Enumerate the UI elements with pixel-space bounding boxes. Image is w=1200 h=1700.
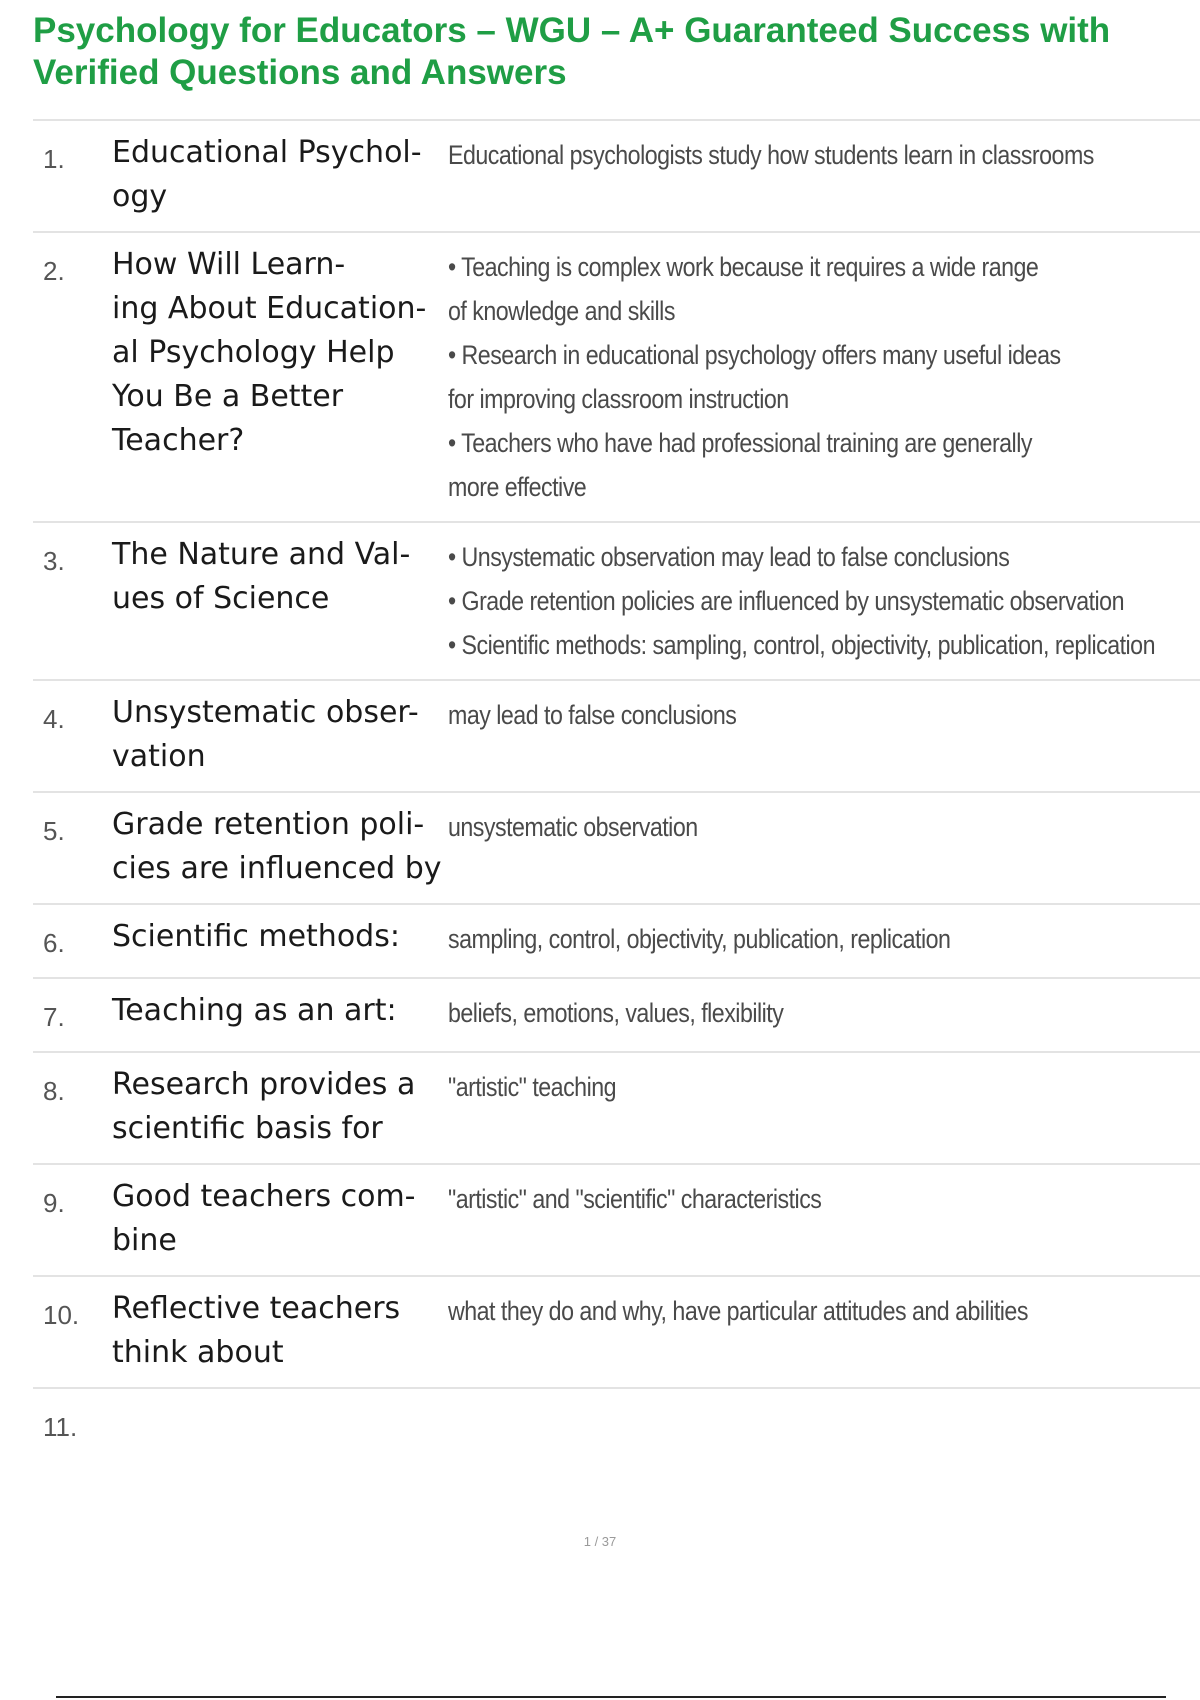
item-definition	[448, 691, 1095, 737]
item-definition	[448, 915, 1095, 961]
definition-line: • Teachers who have had professional training are generally	[448, 428, 1032, 458]
table-row	[33, 979, 1200, 1053]
table-row	[33, 1053, 1200, 1165]
table-row	[33, 233, 1200, 523]
item-definition	[448, 803, 1095, 849]
item-definition	[448, 243, 1095, 509]
table-row	[33, 1277, 1200, 1389]
item-term: Scientific methods:	[112, 919, 400, 954]
table-row	[33, 681, 1200, 793]
definition-line: of knowledge and skills	[448, 296, 675, 326]
qa-table	[33, 119, 1200, 1461]
definition-line: • Scientific methods: sampling, control, objectivity, publication, replication	[448, 630, 1155, 660]
item-definition	[448, 1399, 1095, 1401]
item-definition	[448, 131, 1095, 177]
document-title: Psychology for Educators – WGU – A+ Guaranteed Success with Verified Questions and Answers	[33, 11, 1111, 92]
item-term: Unsystematic obser- vation	[112, 695, 419, 774]
item-definition	[448, 1287, 1095, 1333]
definition-line: • Unsystematic observation may lead to false conclusions	[448, 542, 1010, 572]
bottom-rule	[56, 1696, 1166, 1698]
item-definition	[448, 1175, 1095, 1221]
definition-line: "artistic" and "scientific" characteristics	[448, 1184, 822, 1214]
table-row	[33, 1389, 1200, 1461]
page-number: 1 / 37	[583, 1534, 617, 1549]
table-row	[33, 1165, 1200, 1277]
item-term: Educational Psychol- ogy	[112, 135, 422, 214]
definition-line: • Grade retention policies are influenced by unsystematic observation	[448, 586, 1124, 616]
item-number: 7.	[43, 1002, 65, 1032]
item-term: The Nature and Val- ues of Science	[112, 537, 411, 616]
definition-line: beliefs, emotions, values, flexibility	[448, 998, 784, 1028]
item-term: Grade retention poli- cies are influenced by	[112, 807, 442, 886]
item-definition	[448, 989, 1095, 1035]
definition-line: • Research in educational psychology offers many useful ideas	[448, 340, 1061, 370]
definition-line: more effective	[448, 472, 587, 502]
definition-line: may lead to false conclusions	[448, 700, 737, 730]
item-number: 3.	[43, 546, 65, 576]
table-row	[33, 121, 1200, 233]
item-number: 2.	[43, 256, 65, 286]
item-number: 5.	[43, 816, 65, 846]
table-row	[33, 793, 1200, 905]
item-number: 9.	[43, 1188, 65, 1218]
item-term: Research provides a scientific basis for	[112, 1067, 416, 1146]
item-term: Teaching as an art:	[112, 993, 397, 1028]
item-number: 1.	[43, 144, 65, 174]
item-number: 8.	[43, 1076, 65, 1106]
item-number: 6.	[43, 928, 65, 958]
definition-line: • Teaching is complex work because it requires a wide range	[448, 252, 1039, 282]
table-row	[33, 523, 1200, 681]
item-number: 11.	[43, 1412, 78, 1442]
item-term: Good teachers com- bine	[112, 1179, 416, 1258]
item-number: 10.	[43, 1300, 80, 1330]
definition-line: Educational psychologists study how students learn in classrooms	[448, 140, 1094, 170]
item-definition	[448, 1063, 1095, 1109]
definition-line: "artistic" teaching	[448, 1072, 617, 1102]
item-term: How Will Learn- ing About Education- al Psychology Help You Be a Better Teacher?	[112, 247, 427, 458]
item-number: 4.	[43, 704, 65, 734]
definition-line: for improving classroom instruction	[448, 384, 789, 414]
definition-line: sampling, control, objectivity, publication, replication	[448, 924, 951, 954]
item-term: Reflective teachers think about	[112, 1291, 401, 1370]
item-definition	[448, 533, 1155, 667]
definition-line: what they do and why, have particular attitudes and abilities	[448, 1296, 1028, 1326]
table-row	[33, 905, 1200, 979]
definition-line: unsystematic observation	[448, 812, 698, 842]
